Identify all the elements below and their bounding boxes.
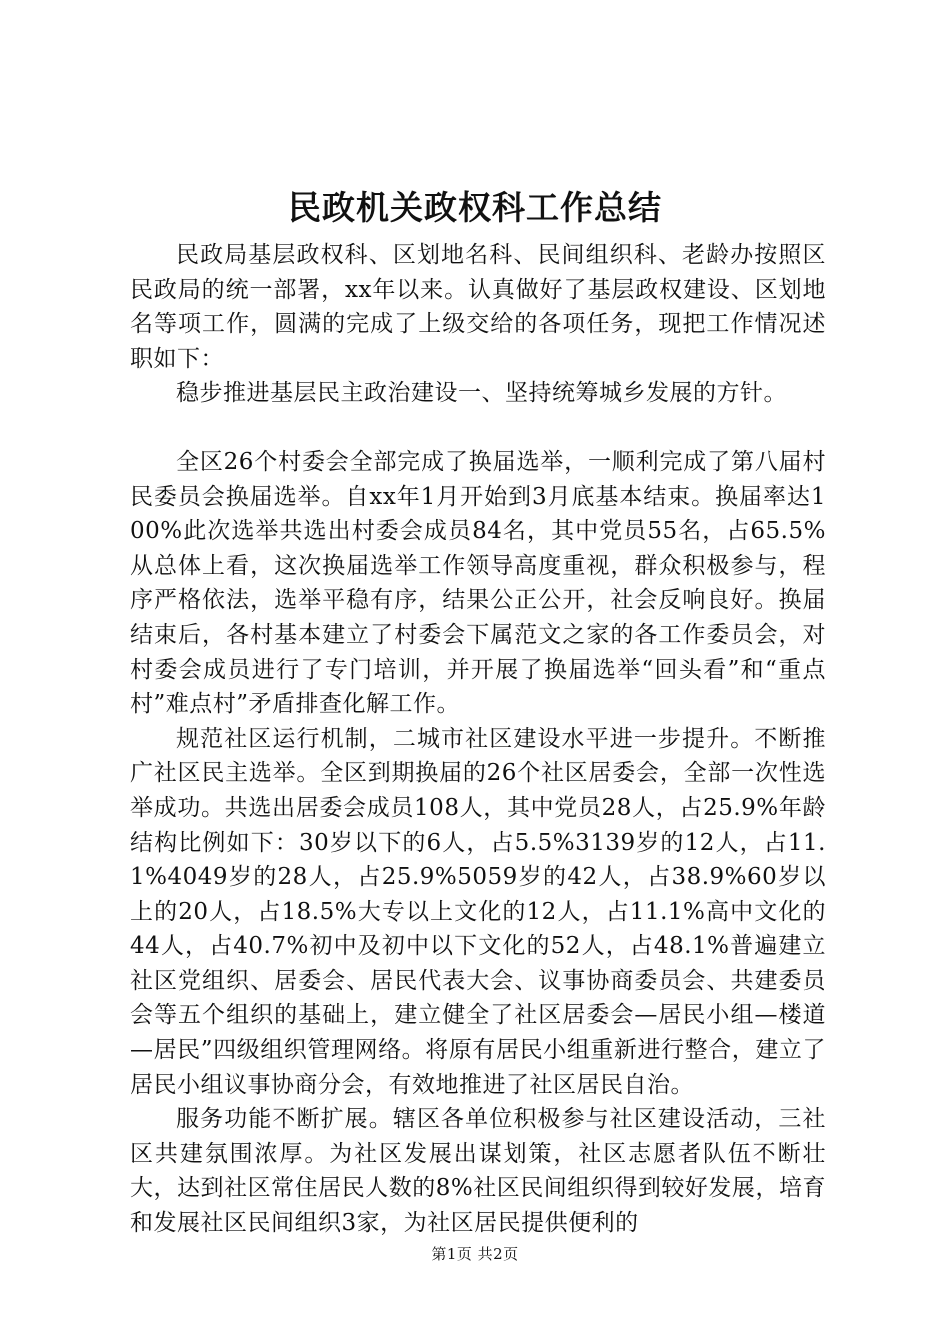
document-body <box>130 238 826 1241</box>
paragraph-service-functions: 服务功能不断扩展。辖区各单位积极参与社区建设活动，三社区共建氛围浓厚。为社区发展出谋划策，社区志愿者队伍不断壮大，达到社区常住居民人数的8%社区民间组织得到较好发展，培育和发展社区民间组织3家，为社区居民提供便利的 <box>130 1106 826 1237</box>
paragraph-section-heading: 稳步推进基层民主政治建设一、坚持统筹城乡发展的方针。 <box>176 380 787 407</box>
paragraph-intro: 民政局基层政权科、区划地名科、民间组织科、老龄办按照区民政局的统一部署，xx年以来。认真做好了基层政权建设、区划地名等项工作，圆满的完成了上级交给的各项任务，现把工作情况述职如下： <box>130 242 826 372</box>
paragraph-spacer <box>130 411 826 445</box>
page-number-footer: 第1页 共2页 <box>431 1245 519 1263</box>
paragraph-community-mechanism: 规范社区运行机制，二城市社区建设水平进一步提升。不断推广社区民主选举。全区到期换届的26个社区居委会，全部一次性选举成功。共选出居委会成员108人，其中党员28人，占25.9%年龄结构比例如下：30岁以下的6人，占5.5%3139岁的12人，占11.1%4049岁的28人，占25.9%5059岁的42人，占38.9%60岁以上的20人，占18.5%大专以上文化的12人，占11.1%高中文化的44人，占40.7%初中及初中以下文化的52人，占48.1%普遍建立社区党组织、居委会、居民代表大会、议事协商委员会、共建委员会等五个组织的基础上，建立健全了社区居委会—居民小组—楼道—居民”四级组织管理网络。将原有居民小组重新进行整合，建立了居民小组议事协商分会，有效地推进了社区居民自治。 <box>130 725 826 1098</box>
document-title: 民政机关政权科工作总结 <box>288 188 662 227</box>
paragraph-village-election: 全区26个村委会全部完成了换届选举，一顺利完成了第八届村民委员会换届选举。自xx年1月开始到3月底基本结束。换届率达100%此次选举共选出村委会成员84名，其中党员55名，占65.5%从总体上看，这次换届选举工作领导高度重视，群众积极参与，程序严格依法，选举平稳有序，结果公正公开，社会反响良好。换届结束后，各村基本建立了村委会下属范文之家的各工作委员会，对村委会成员进行了专门培训，并开展了换届选举“回头看”和“重点村”难点村”矛盾排查化解工作。 <box>130 448 826 718</box>
